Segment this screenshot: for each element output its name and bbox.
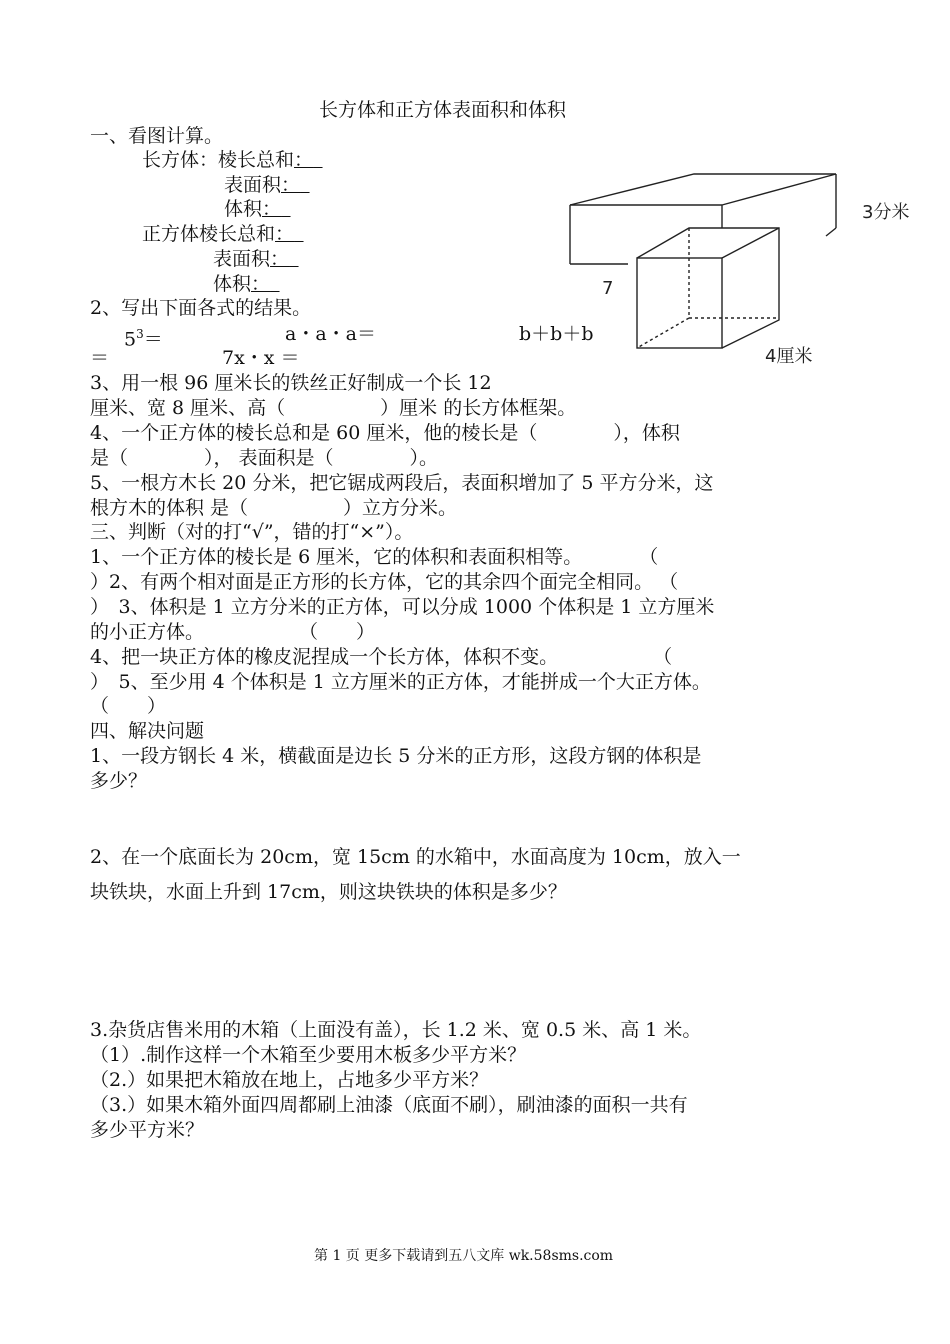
- problem3-line4: （3.）如果木箱外面四周都刷上油漆（底面不刷），刷油漆的面积一共有: [90, 1094, 688, 1116]
- label-4cm: 4厘米: [765, 346, 813, 367]
- cuboid-area-line: [224, 173, 310, 197]
- judge-line1: 1、一个正方体的棱长是 6 厘米，它的体积和表面积相等。 （: [90, 546, 659, 568]
- page-title: 长方体和正方体表面积和体积: [319, 99, 567, 121]
- cube-edge-sum-line: [142, 222, 304, 246]
- cuboid-volume-label: 体积: [224, 198, 263, 220]
- cuboid-volume-line: [224, 197, 291, 221]
- judge-line2: ）2、有两个相对面是正方形的长方体，它的其余四个面完全相同。 （: [90, 571, 679, 593]
- problem3-line2: （1）.制作这样一个木箱至少要用木板多少平方米？: [90, 1044, 527, 1066]
- expr-power-base: 5: [124, 328, 137, 351]
- expr-bbb: b＋b＋b: [519, 323, 594, 345]
- q3-line1: 3、用一根 96 厘米长的铁丝正好制成一个长 12: [90, 372, 492, 394]
- q5-line1: 5、一根方木长 20 分米，把它锯成两段后，表面积增加了 5 平方分米，这: [90, 472, 714, 494]
- cube-volume-line: [213, 272, 280, 296]
- label-3dm: 3分米: [862, 202, 910, 223]
- expr-7xx: 7x・x ＝: [222, 347, 300, 369]
- judge-line4: 的小正方体。 （ ）: [90, 621, 376, 643]
- q4-line2: 是（ ）， 表面积是（ ）。: [90, 447, 439, 469]
- expr-power-equals: ＝: [143, 328, 163, 351]
- cube-edge-sum-blank: ：: [275, 223, 295, 245]
- q4-line1: 4、一个正方体的棱长总和是 60 厘米，他的棱长是（ ），体积: [90, 422, 680, 444]
- section2-heading: 2、写出下面各式的结果。: [90, 297, 312, 319]
- judge-line5: 4、把一块正方体的橡皮泥捏成一个长方体，体积不变。 （: [90, 646, 673, 668]
- expr-power: [124, 322, 163, 351]
- page-footer: 第 1 页 更多下载请到五八文库 wk.58sms.com: [314, 1248, 614, 1264]
- expr-bbb-equals: ＝: [90, 347, 110, 369]
- cube-volume-label: 体积: [213, 273, 252, 295]
- judge-line7: （ ）: [90, 695, 167, 717]
- problem1-line2: 多少？: [90, 770, 148, 792]
- problem3-line3: （2.）如果把木箱放在地上，占地多少平方米？: [90, 1069, 489, 1091]
- problem2-line1: 2、在一个底面长为 20cm，宽 15cm 的水箱中，水面高度为 10cm，放入一: [90, 846, 741, 868]
- cuboid-edge-sum-blank: ：: [294, 149, 314, 171]
- judge-line6: ） 5、至少用 4 个体积是 1 立方厘米的正方体，才能拼成一个大正方体。: [90, 671, 711, 693]
- q3-line2: 厘米、宽 8 厘米、高（ ）厘米 的长方体框架。: [90, 397, 577, 419]
- section4-heading: 四、解决问题: [90, 720, 205, 742]
- cuboid-edge-sum-line: [142, 148, 323, 172]
- cuboid-cube-figure: [560, 170, 930, 370]
- judge-line3: ） 3、体积是 1 立方分米的正方体，可以分成 1000 个体积是 1 立方厘米: [90, 596, 715, 618]
- q5-line2: 根方木的体积 是（ ）立方分米。: [90, 497, 458, 519]
- section3-heading: 三、判断（对的打“√”，错的打“×”）。: [90, 521, 414, 543]
- cube-edge-sum-label: 正方体棱长总和: [142, 223, 276, 245]
- cube-area-label: 表面积: [213, 248, 271, 270]
- cuboid-edge-sum-label: 长方体：棱长总和: [142, 149, 295, 171]
- cuboid-area-blank: ：: [281, 174, 301, 196]
- cuboid-area-label: 表面积: [224, 174, 282, 196]
- section1-heading: 一、看图计算。: [90, 125, 224, 147]
- cuboid-shape: [570, 174, 836, 264]
- problem2-line2: 块铁块，水面上升到 17cm，则这块铁块的体积是多少？: [90, 881, 567, 903]
- cuboid-volume-blank: ：: [262, 198, 282, 220]
- cube-area-blank: ：: [270, 248, 290, 270]
- expr-aaa: a・a・a＝: [285, 323, 376, 345]
- problem3-line5: 多少平方米？: [90, 1119, 205, 1141]
- cube-area-line: [213, 247, 299, 271]
- cube-shape: [637, 228, 779, 348]
- problem1-line1: 1、一段方钢长 4 米，横截面是边长 5 分米的正方形，这段方钢的体积是: [90, 745, 702, 767]
- cube-volume-blank: ：: [251, 273, 271, 295]
- expr-power-exponent: 3: [136, 327, 144, 341]
- problem3-line1: 3.杂货店售米用的木箱（上面没有盖），长 1.2 米、宽 0.5 米、高 1 米。: [90, 1019, 702, 1041]
- label-7: 7: [602, 278, 614, 299]
